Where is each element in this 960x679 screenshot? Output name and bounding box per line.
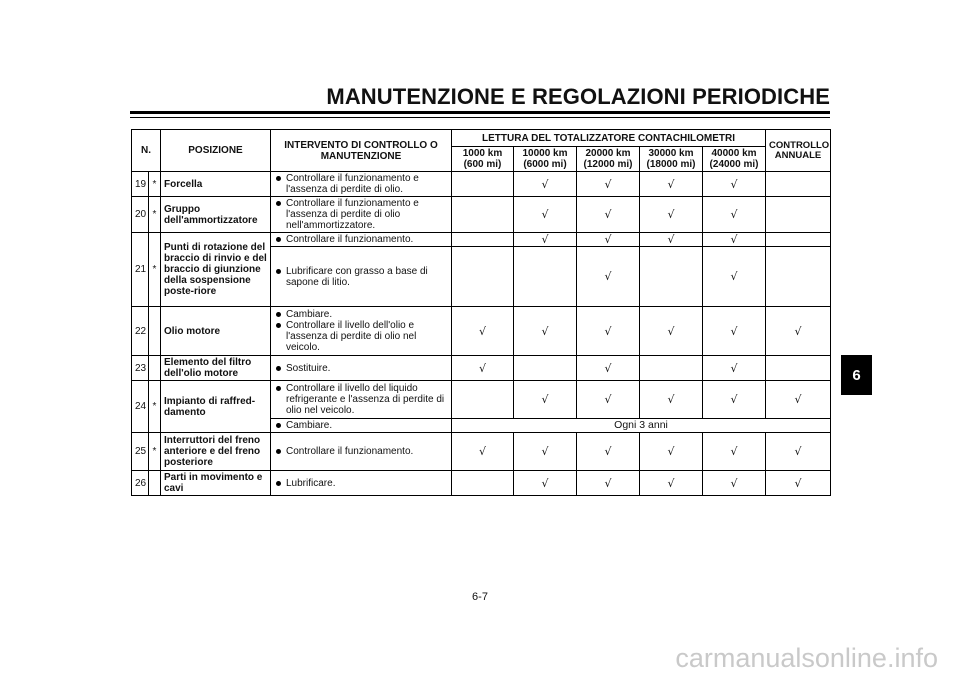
- action-cell: [271, 381, 452, 419]
- action-item: Controllare il funzionamento.: [274, 446, 448, 457]
- action-item: Controllare il livello del liquido refrigerante e l'assenza di perdite di olio nel veicolo.: [274, 383, 448, 416]
- check-cell: √: [640, 433, 703, 471]
- check-cell: [452, 233, 514, 247]
- header-rule-thin: [130, 117, 830, 118]
- check-cell: [452, 197, 514, 233]
- action-cell: [271, 356, 452, 381]
- action-cell: [271, 247, 452, 307]
- critical-marker: [149, 471, 161, 496]
- row-number: 19: [132, 172, 149, 197]
- check-cell: √: [703, 471, 766, 496]
- action-cell: [271, 197, 452, 233]
- check-cell: √: [514, 197, 577, 233]
- action-cell: [271, 419, 452, 433]
- interval-km: 40000 km: [711, 148, 757, 159]
- row-number: 23: [132, 356, 149, 381]
- action-item: Controllare il livello dell'olio e l'assenza di perdite di olio nel veicolo.: [274, 320, 448, 353]
- header-annual: CONTROLLO ANNUALE: [766, 130, 831, 172]
- check-cell: √: [514, 433, 577, 471]
- check-cell: √: [640, 233, 703, 247]
- check-cell: √: [703, 433, 766, 471]
- action-list: [274, 363, 448, 374]
- annual-check-cell: [766, 233, 831, 247]
- critical-marker: [149, 356, 161, 381]
- header-interval: [452, 147, 514, 172]
- chapter-tab: 6: [841, 355, 872, 395]
- check-cell: √: [514, 381, 577, 419]
- check-cell: [452, 381, 514, 419]
- interval-km: 10000 km: [522, 148, 568, 159]
- table-row: [132, 197, 831, 233]
- header-interval: [703, 147, 766, 172]
- annual-check-cell: [766, 247, 831, 307]
- check-cell: √: [703, 172, 766, 197]
- check-cell: √: [640, 381, 703, 419]
- check-cell: √: [703, 356, 766, 381]
- action-list: [274, 383, 448, 416]
- row-item: Punti di rotazione del braccio di rinvio e del braccio di giunzione della sospensione poste-riore: [161, 233, 271, 307]
- action-cell: [271, 233, 452, 247]
- check-cell: √: [514, 471, 577, 496]
- row-item: Parti in movimento e cavi: [161, 471, 271, 496]
- row-number: 20: [132, 197, 149, 233]
- check-cell: √: [703, 381, 766, 419]
- action-item: Cambiare.: [274, 420, 448, 431]
- critical-marker: *: [149, 433, 161, 471]
- header-interval: [514, 147, 577, 172]
- check-cell: √: [577, 233, 640, 247]
- check-cell: √: [577, 197, 640, 233]
- check-cell: [452, 247, 514, 307]
- check-cell: √: [452, 307, 514, 356]
- header-row-1: [132, 130, 831, 147]
- action-list: [274, 478, 448, 489]
- check-cell: √: [577, 247, 640, 307]
- interval-mi: (18000 mi): [646, 159, 696, 170]
- interval-span-cell: Ogni 3 anni: [452, 419, 831, 433]
- action-item: Sostituire.: [274, 363, 448, 374]
- annual-check-cell: √: [766, 471, 831, 496]
- table-row: [132, 172, 831, 197]
- maintenance-table: [131, 129, 831, 496]
- row-item: Olio motore: [161, 307, 271, 356]
- critical-marker: *: [149, 233, 161, 307]
- header-action: INTERVENTO DI CONTROLLO O MANUTENZIONE: [271, 130, 452, 172]
- action-item: Controllare il funzionamento e l'assenza di perdite di olio nell'ammortizzatore.: [274, 198, 448, 231]
- row-number: 21: [132, 233, 149, 307]
- row-item: Gruppo dell'ammortizzatore: [161, 197, 271, 233]
- interval-mi: (6000 mi): [523, 159, 567, 170]
- check-cell: √: [577, 433, 640, 471]
- critical-marker: *: [149, 172, 161, 197]
- page-number: 6-7: [472, 591, 488, 603]
- header-interval: [577, 147, 640, 172]
- action-list: [274, 173, 448, 195]
- row-number: 24: [132, 381, 149, 433]
- action-list: [274, 234, 448, 245]
- annual-check-cell: [766, 356, 831, 381]
- action-list: [274, 420, 448, 431]
- critical-marker: [149, 307, 161, 356]
- check-cell: √: [577, 172, 640, 197]
- check-cell: [640, 247, 703, 307]
- check-cell: √: [640, 172, 703, 197]
- row-number: 22: [132, 307, 149, 356]
- row-item: Elemento del filtro dell'olio motore: [161, 356, 271, 381]
- action-item: Controllare il funzionamento.: [274, 234, 448, 245]
- table-row: [132, 307, 831, 356]
- check-cell: [640, 356, 703, 381]
- interval-mi: (600 mi): [463, 159, 502, 170]
- action-list: [274, 446, 448, 457]
- check-cell: √: [703, 307, 766, 356]
- check-cell: √: [452, 356, 514, 381]
- row-item: Impianto di raffred-damento: [161, 381, 271, 433]
- action-cell: [271, 172, 452, 197]
- check-cell: [514, 356, 577, 381]
- table-row: [132, 233, 831, 247]
- table-body: [132, 172, 831, 496]
- table-row: [132, 471, 831, 496]
- interval-mi: (24000 mi): [709, 159, 759, 170]
- page-title: MANUTENZIONE E REGOLAZIONI PERIODICHE: [326, 84, 830, 109]
- action-item: Lubrificare con grasso a base di sapone di litio.: [274, 266, 448, 288]
- check-cell: √: [577, 381, 640, 419]
- action-item: Controllare il funzionamento e l'assenza di perdite di olio.: [274, 173, 448, 195]
- action-cell: [271, 433, 452, 471]
- check-cell: √: [577, 307, 640, 356]
- check-cell: [514, 247, 577, 307]
- action-list: [274, 266, 448, 288]
- check-cell: √: [703, 247, 766, 307]
- row-number: 26: [132, 471, 149, 496]
- check-cell: √: [577, 471, 640, 496]
- check-cell: √: [640, 307, 703, 356]
- critical-marker: *: [149, 197, 161, 233]
- action-list: [274, 309, 448, 353]
- check-cell: √: [514, 233, 577, 247]
- header-item: POSIZIONE: [161, 130, 271, 172]
- table-row: [132, 433, 831, 471]
- interval-mi: (12000 mi): [583, 159, 633, 170]
- annual-check-cell: √: [766, 381, 831, 419]
- watermark: carmanualsonline.info: [675, 643, 938, 673]
- annual-check-cell: √: [766, 307, 831, 356]
- check-cell: [452, 172, 514, 197]
- check-cell: √: [640, 197, 703, 233]
- action-list: [274, 198, 448, 231]
- header-interval: [640, 147, 703, 172]
- annual-check-cell: [766, 197, 831, 233]
- header-odometer: LETTURA DEL TOTALIZZATORE CONTACHILOMETRI: [452, 130, 766, 147]
- critical-marker: *: [149, 381, 161, 433]
- interval-km: 30000 km: [648, 148, 694, 159]
- annual-check-cell: √: [766, 433, 831, 471]
- check-cell: √: [514, 172, 577, 197]
- header-rule-thick: [130, 111, 830, 114]
- table-row: [132, 356, 831, 381]
- check-cell: √: [577, 356, 640, 381]
- annual-check-cell: [766, 172, 831, 197]
- check-cell: √: [452, 433, 514, 471]
- action-item: Lubrificare.: [274, 478, 448, 489]
- header-no: N.: [132, 130, 161, 172]
- action-cell: [271, 307, 452, 356]
- row-number: 25: [132, 433, 149, 471]
- check-cell: √: [703, 233, 766, 247]
- table-row: [132, 381, 831, 419]
- check-cell: √: [640, 471, 703, 496]
- row-item: Interruttori del freno anteriore e del freno posteriore: [161, 433, 271, 471]
- action-item: Cambiare.: [274, 309, 448, 320]
- check-cell: √: [514, 307, 577, 356]
- action-cell: [271, 471, 452, 496]
- row-item: Forcella: [161, 172, 271, 197]
- check-cell: √: [703, 197, 766, 233]
- check-cell: [452, 471, 514, 496]
- interval-km: 1000 km: [462, 148, 503, 159]
- interval-km: 20000 km: [585, 148, 631, 159]
